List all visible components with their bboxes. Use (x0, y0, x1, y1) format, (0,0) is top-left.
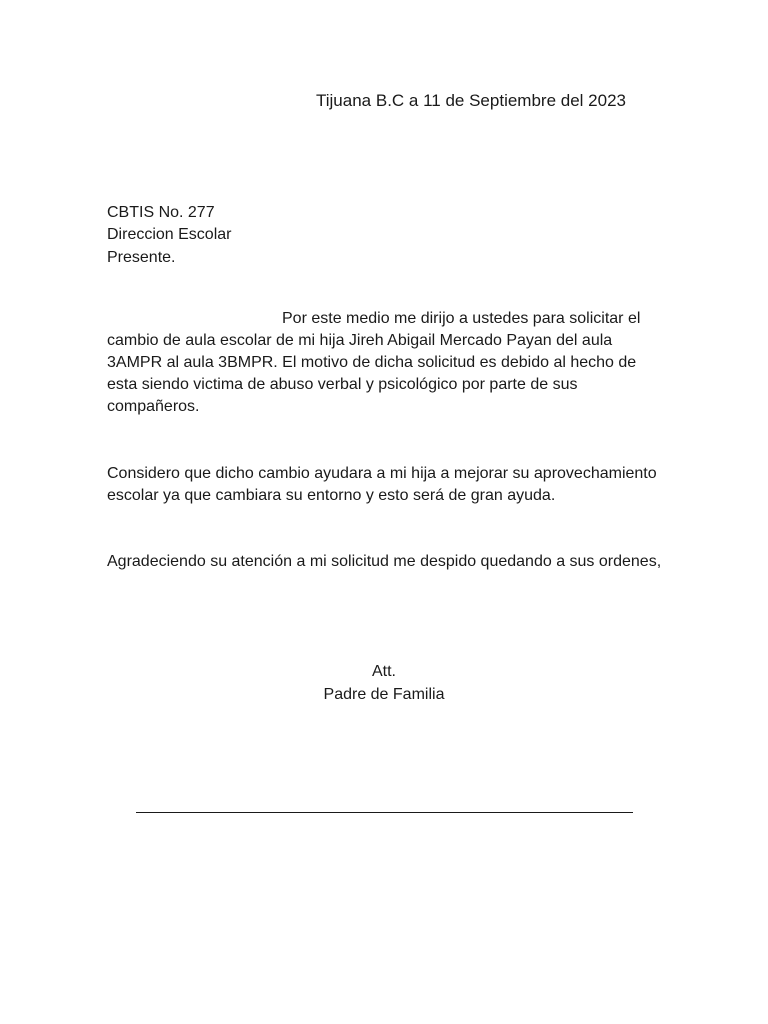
recipient-greeting: Presente. (107, 249, 176, 266)
recipient-school: CBTIS No. 277 (107, 204, 215, 221)
signer-title: Padre de Familia (323, 686, 445, 703)
closing-att: Att. (371, 663, 396, 680)
paragraph1-line: 3AMPR al aula 3BMPR. El motivo de dicha solicitud es debido al hecho de (107, 354, 637, 371)
paragraph1-line: compañeros. (107, 398, 200, 415)
paragraph1-line: esta siendo victima de abuso verbal y psicológico por parte de sus (107, 376, 578, 393)
recipient-department: Direccion Escolar (107, 226, 232, 243)
signature-line (136, 812, 633, 813)
paragraph3-line: Agradeciendo su atención a mi solicitud me despido quedando a sus ordenes, (107, 553, 662, 570)
date-line: Tijuana B.C a 11 de Septiembre del 2023 (316, 91, 626, 110)
paragraph2-line: escolar ya que cambiara su entorno y esto será de gran ayuda. (107, 487, 556, 504)
paragraph2-line: Considero que dicho cambio ayudara a mi hija a mejorar su aprovechamiento (107, 465, 657, 482)
paragraph1-line: Por este medio me dirijo a ustedes para solicitar el (282, 310, 641, 327)
paragraph1-line: cambio de aula escolar de mi hija Jireh Abigail Mercado Payan del aula (107, 332, 613, 349)
